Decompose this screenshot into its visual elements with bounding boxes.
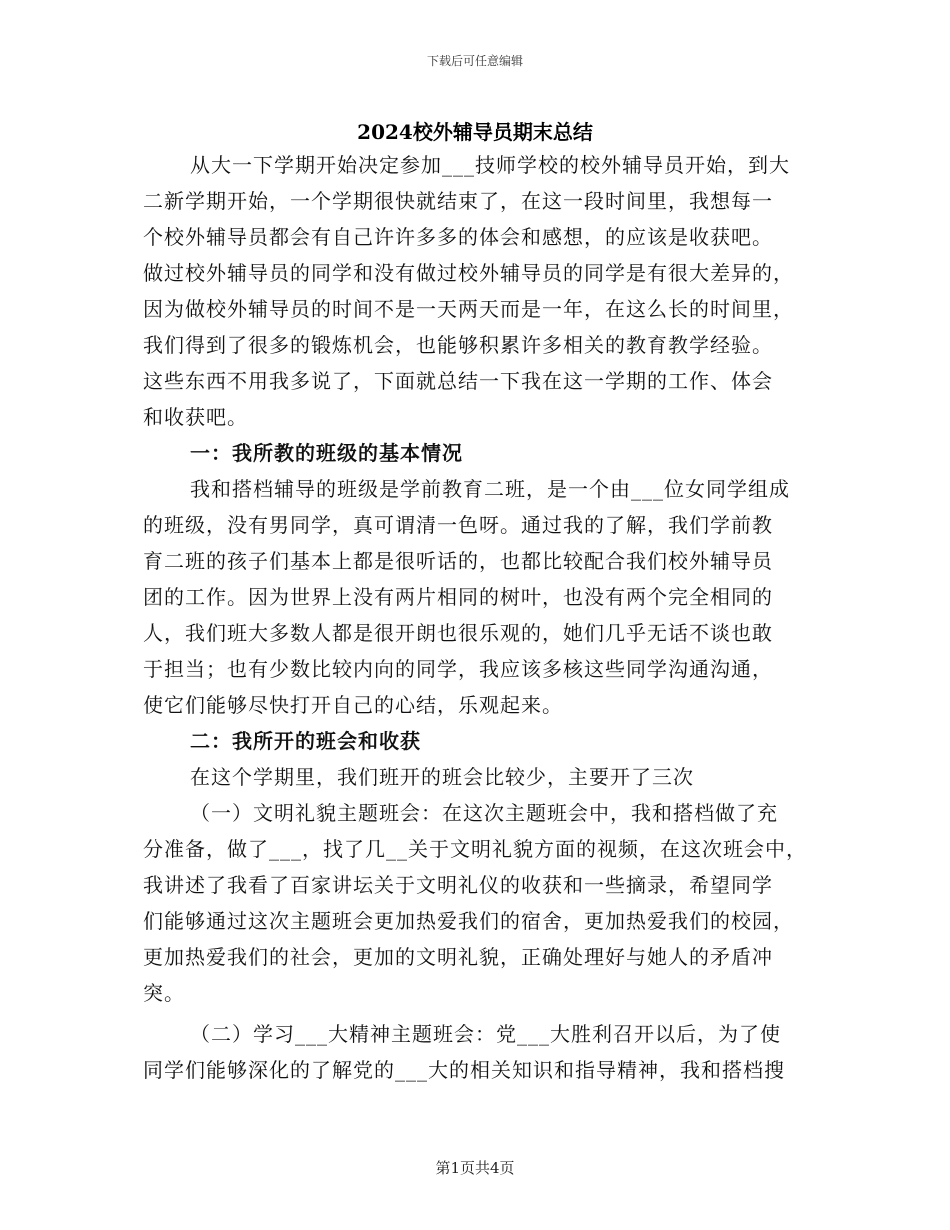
body-line: 从大一下学期开始决定参加___技师学校的校外辅导员开始，到大 [190, 153, 790, 177]
section-heading-2: 二：我所开的班会和收获 [190, 729, 421, 753]
body-line: （一）文明礼貌主题班会：在这次主题班会中，我和搭档做了充 [190, 801, 778, 825]
body-line: 分准备，做了___，找了几__关于文明礼貌方面的视频，在这次班会中， [143, 837, 807, 861]
body-line: 团的工作。因为世界上没有两片相同的树叶，也没有两个完全相同的 [143, 585, 773, 609]
body-line: 和收获吧。 [143, 405, 248, 429]
body-line: （二）学习___大精神主题班会：党___大胜利召开以后，为了使 [190, 1022, 781, 1046]
body-line: 二新学期开始，一个学期很快就结束了，在这一段时间里，我想每一 [143, 189, 773, 213]
body-line: 我们得到了很多的锻炼机会，也能够积累许多相关的教育教学经验。 [143, 333, 773, 357]
body-line: 更加热爱我们的社会，更加的文明礼貌，正确处理好与她人的矛盾冲 [143, 945, 773, 969]
body-line: 们能够通过这次主题班会更加热爱我们的宿舍，更加热爱我们的校园， [143, 909, 794, 933]
page-header-note: 下载后可任意编辑 [426, 54, 523, 68]
body-line: 的班级，没有男同学，真可谓清一色呀。通过我的了解，我们学前教 [143, 513, 773, 537]
body-line: 突。 [143, 981, 185, 1005]
body-line: 这些东西不用我多说了，下面就总结一下我在这一学期的工作、体会 [143, 369, 773, 393]
body-line: 因为做校外辅导员的时间不是一天两天而是一年，在这么长的时间里， [143, 297, 794, 321]
document-title: 2024校外辅导员期末总结 [357, 120, 593, 144]
body-line: 于担当；也有少数比较内向的同学，我应该多核这些同学沟通沟通， [143, 657, 773, 681]
body-line: 同学们能够深化的了解党的___大的相关知识和指导精神，我和搭档搜 [143, 1058, 785, 1082]
body-line: 使它们能够尽快打开自己的心结，乐观起来。 [143, 693, 563, 717]
body-line: 人，我们班大多数人都是很开朗也很乐观的，她们几乎无话不谈也敢 [143, 621, 773, 645]
body-line: 我讲述了我看了百家讲坛关于文明礼仪的收获和一些摘录，希望同学 [143, 873, 773, 897]
body-line: 做过校外辅导员的同学和没有做过校外辅导员的同学是有很大差异的， [143, 261, 794, 285]
body-line: 育二班的孩子们基本上都是很听话的，也都比较配合我们校外辅导员 [143, 549, 773, 573]
body-line: 我和搭档辅导的班级是学前教育二班，是一个由___位女同学组成 [190, 477, 790, 501]
page-footer: 第1页共4页 [435, 1159, 515, 1177]
body-line: 个校外辅导员都会有自己许许多多的体会和感想，的应该是收获吧。 [143, 225, 773, 249]
body-line: 在这个学期里，我们班开的班会比较少，主要开了三次 [190, 765, 694, 789]
section-heading-1: 一：我所教的班级的基本情况 [190, 441, 463, 465]
